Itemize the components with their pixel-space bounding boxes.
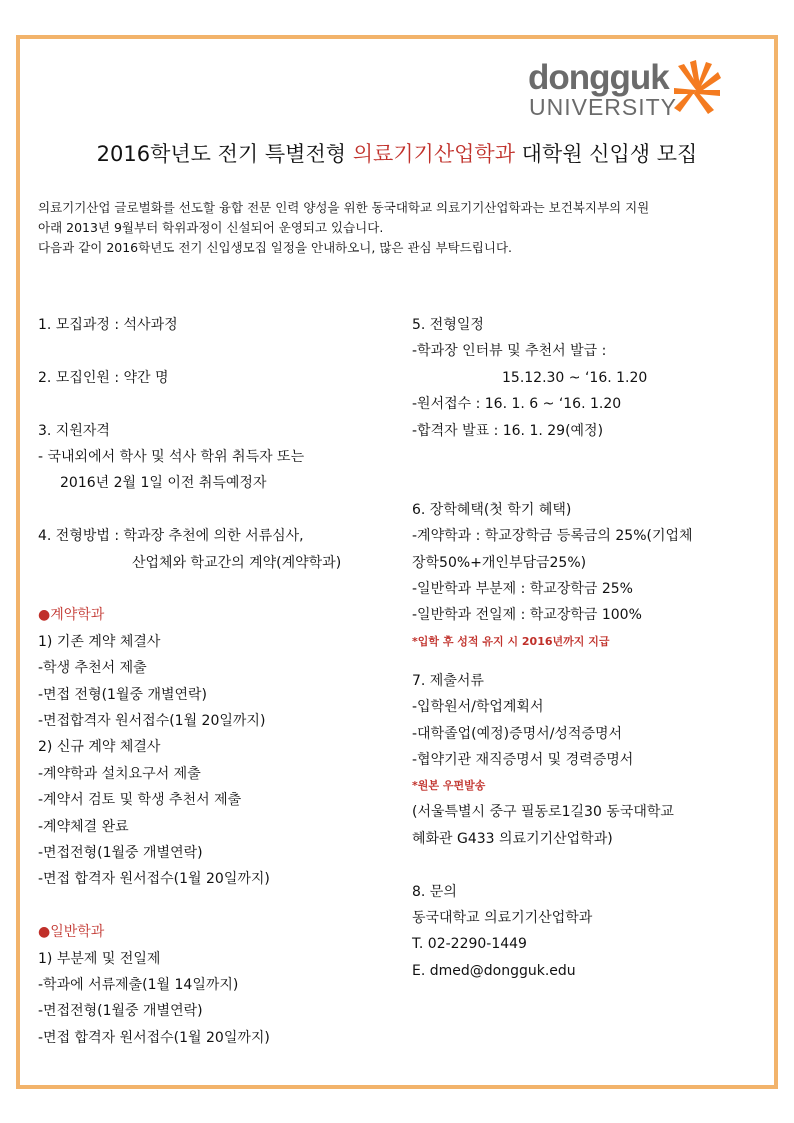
red-bullet-icon: ● [38,924,51,941]
section-5-title: 5. 전형일정 [412,317,484,333]
scholarship-line: -계약학과 : 학교장학금 등록금의 25%(기업체 [412,528,693,545]
section-4-method: 4. 전형방법 : 학과장 추천에 의한 서류심사, [38,528,304,545]
scholarship-note: *입학 후 성적 유지 시 2016년까지 지급 [412,634,610,648]
scholarship-line: 장학50%+개인부담금25%) [412,554,587,571]
list-item: -면접전형(1월중 개별연락) [38,845,203,862]
document-line: -입학원서/학업계획서 [412,699,544,716]
contact-department: 동국대학교 의료기기산업학과 [412,910,593,927]
list-item: -학과에 서류제출(1월 14일까지) [38,977,239,994]
section-3-line: 2016년 2월 1일 이전 취득예정자 [60,475,267,492]
title-suffix: 대학원 신입생 모집 [515,142,698,166]
document-note: *원본 우편발송 [412,779,486,793]
red-bullet-icon: ● [38,607,51,624]
general-dept-heading: ●일반학과 [38,924,105,941]
left-column [38,312,388,1051]
section-6-title: 6. 장학혜택(첫 학기 혜택) [412,501,572,518]
section-3-title: 3. 지원자격 [38,422,110,439]
section-2-quota: 2. 모집인원 : 약간 명 [38,369,169,386]
logo-wordmark-dongguk: dongguk [528,58,669,97]
list-item: -학생 추천서 제출 [38,660,147,677]
intro-line: 다음과 같이 2016학년도 전기 신입생모집 일정을 안내하오니, 많은 관심 부탁드립니다. [38,240,512,255]
list-item: 1) 기존 계약 체결사 [38,633,161,650]
section-1-program: 1. 모집과정 : 석사과정 [38,317,178,333]
address-line: (서울특별시 중구 필동로1길30 동국대학교 [412,804,674,821]
document-line: -협약기관 재직증명서 및 경력증명서 [412,752,634,769]
list-item: 2) 신규 계약 체결사 [38,739,161,756]
schedule-line: -합격자 발표 : 16. 1. 29(예정) [412,422,604,439]
section-3-line: - 국내외에서 학사 및 석사 학위 취득자 또는 [38,449,305,465]
schedule-line: -원서접수 : 16. 1. 6 ~ ‘16. 1.20 [412,396,622,413]
scholarship-line: -일반학과 전일제 : 학교장학금 100% [412,607,642,624]
list-item: -면접 합격자 원서접수(1월 20일까지) [38,1029,270,1046]
list-item: 1) 부분제 및 전일제 [38,950,161,967]
list-item: -계약학과 설치요구서 제출 [38,765,201,782]
section-7-title: 7. 제출서류 [412,672,484,689]
title-prefix: 2016학년도 전기 특별전형 [96,142,353,166]
schedule-line: 15.12.30 ~ ‘16. 1.20 [502,369,648,386]
list-item: -계약체결 완료 [38,818,129,835]
intro-line: 의료기기산업 글로벌화를 선도할 융합 전문 인력 양성을 위한 동국대학교 의료기기산업학과는 보건복지부의 지원 [38,200,650,215]
title-department: 의료기기산업학과 [352,142,515,166]
list-item: -면접 전형(1월중 개별연락) [38,686,208,703]
right-column [412,312,762,984]
list-item: -계약서 검토 및 학생 추천서 제출 [38,792,242,809]
page-title [0,140,794,168]
schedule-line: -학과장 인터뷰 및 추천서 발급 : [412,343,607,360]
address-line: 혜화관 G433 의료기기산업학과) [412,830,613,847]
contract-dept-heading: ●계약학과 [38,607,105,624]
section-8-title: 8. 문의 [412,883,457,900]
logo-wordmark-university: UNIVERSITY [529,94,678,120]
dongguk-lotus-logo-icon [670,60,722,118]
list-item: -면접전형(1월중 개별연락) [38,1003,203,1020]
document-line: -대학졸업(예정)증명서/성적증명서 [412,725,623,742]
intro-line: 아래 2013년 9월부터 학위과정이 신설되어 운영되고 있습니다. [38,220,384,235]
intro-paragraph [38,198,758,258]
contact-phone: T. 02-2290-1449 [412,936,527,953]
scholarship-line: -일반학과 부분제 : 학교장학금 25% [412,581,633,598]
dongguk-logo [528,60,718,120]
list-item: -면접 합격자 원서접수(1월 20일까지) [38,871,270,888]
section-4-method-cont: 산업체와 학교간의 계약(계약학과) [132,554,342,571]
list-item: -면접합격자 원서접수(1월 20일까지) [38,713,266,730]
contact-email: E. dmed@dongguk.edu [412,962,576,979]
